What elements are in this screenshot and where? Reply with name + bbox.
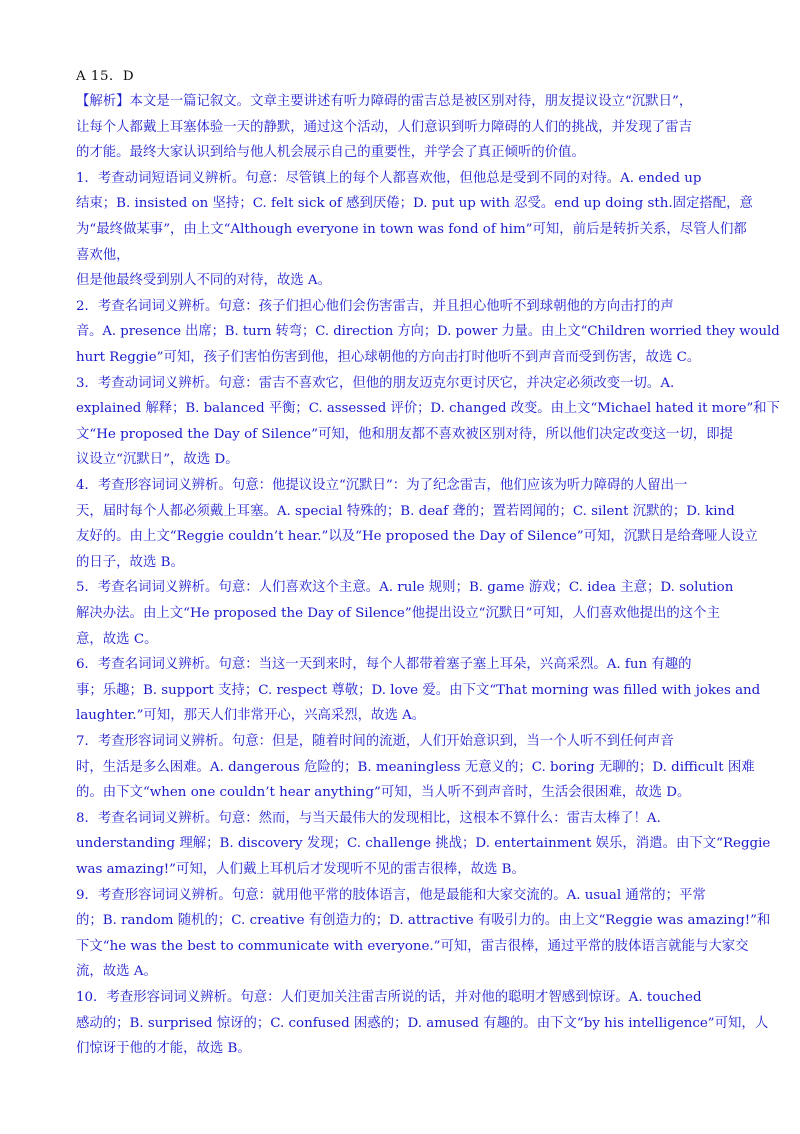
text-line: 但是他最终受到别人不同的对待，故选 A。: [76, 273, 331, 289]
text-line: 让每个人都戴上耳塞体验一天的静默，通过这个活动，人们意识到听力障碍的人们的挑战，并发现了雷吉: [76, 119, 692, 135]
text-line: 事；乐趣；B. support 支持；C. respect 尊敬；D. love 爱。由下文“That morning was filled with jokes and: [76, 682, 761, 698]
text-line: 的才能。最终大家认识到给与他人机会展示自己的重要性，并学会了真正倾听的价值。: [76, 145, 585, 161]
text-line: hurt Reggie”可知，孩子们害怕伤害到他，担心球朝他的方向击打时他听不到声音而受到伤害，故选 C。: [76, 350, 701, 365]
text-line: 6．考查名词词义辨析。句意：当这一天到来时，每个人都带着塞子塞上耳朵，兴高采烈。A. fun 有趣的: [76, 657, 692, 673]
text-line: 结束；B. insisted on 坚持；C. felt sick of 感到厌倦；D. put up with 忍受。end up doing sth.固定搭配，意: [76, 196, 753, 212]
answer-key-header: A 15．D: [76, 69, 135, 84]
text-line: 喜欢他，: [76, 247, 130, 263]
text-line: 9．考查形容词词义辨析。句意：就用他平常的肢体语言，他是最能和大家交流的。A. usual 通常的；平常: [76, 887, 706, 903]
text-line: 为“最终做某事”，由上文“Although everyone in town was fond of him”可知，前后是转折关系，尽管人们都: [76, 222, 747, 237]
text-line: 时，生活是多么困难。A. dangerous 危险的；B. meaningless 无意义的；C. boring 无聊的；D. difficult 困难: [76, 759, 755, 775]
text-line: 5．考查名词词义辨析。句意：人们喜欢这个主意。A. rule 规则；B. game 游戏；C. idea 主意；D. solution: [76, 580, 734, 596]
text-line: 的；B. random 随机的；C. creative 有创造力的；D. attractive 有吸引力的。由上文“Reggie was amazing!”和: [76, 913, 771, 929]
text-line: 下文“he was the best to communicate with everyone.”可知，雷吉很棒，通过平常的肢体语言就能与大家交: [76, 938, 749, 954]
text-line: 音。A. presence 出席；B. turn 转弯；C. direction 方向；D. power 力量。由上文“Children worried they would: [76, 324, 780, 340]
text-line: 7．考查形容词词义辨析。句意：但是，随着时间的流逝，人们开始意识到，当一个人听不到任何声音: [76, 734, 674, 749]
text-line: explained 解释；B. balanced 平衡；C. assessed 评价；D. changed 改变。由上文“Michael hated it more”和下: [76, 401, 780, 417]
text-line: understanding 理解；B. discovery 发现；C. challenge 挑战；D. entertainment 娱乐，消遣。由下文“Reggie: [76, 836, 771, 852]
text-line: 解决办法。由上文“He proposed the Day of Silence”他提出设立“沉默日”可知，人们喜欢他提出的这个主: [76, 606, 720, 621]
text-line: 流，故选 A。: [76, 964, 157, 980]
text-line: 2．考查名词词义辨析。句意：孩子们担心他们会伤害雷吉，并且担心他听不到球朝他的方向击打的声: [76, 298, 674, 314]
text-line: was amazing!”可知，人们戴上耳机后才发现听不见的雷吉很棒，故选 B。: [76, 862, 525, 877]
text-line: laughter.”可知，那天人们非常开心，兴高采烈，故选 A。: [76, 708, 426, 724]
text-line: 【解析】本文是一篇记叙文。文章主要讲述有听力障碍的雷吉总是被区别对待，朋友提议设立“沉默日”，: [76, 94, 693, 109]
text-line: 4．考查形容词词义辨析。句意：他提议设立“沉默日”：为了纪念雷吉，他们应该为听力障碍的人留出一: [76, 478, 688, 493]
text-line: 文“He proposed the Day of Silence”可知，他和朋友都不喜欢被区别对待，所以他们决定改变这一切，即提: [76, 426, 734, 442]
text-line: 议设立“沉默日”，故选 D。: [76, 452, 239, 468]
text-line: 意，故选 C。: [76, 631, 158, 647]
text-line: 们惊讶于他的才能，故选 B。: [76, 1041, 251, 1057]
text-line: 友好的。由上文“Reggie couldn’t hear.”以及“He proposed the Day of Silence”可知，沉默日是给聋哑人设立: [76, 529, 758, 545]
text-line: 的。由下文“when one couldn’t hear anything”可知，当人听不到声音时，生活会很困难，故选 D。: [76, 785, 691, 801]
text-line: 10．考查形容词词义辨析。句意：人们更加关注雷吉所说的话，并对他的聪明才智感到惊讶。A. touched: [76, 990, 702, 1005]
text-line: 1．考查动词短语词义辨析。句意：尽管镇上的每个人都喜欢他，但他总是受到不同的对待。A. ended up: [76, 170, 702, 186]
text-line: 天，届时每个人都必须戴上耳塞。A. special 特殊的；B. deaf 聋的；置若罔闻的；C. silent 沉默的；D. kind: [76, 503, 735, 519]
text-line: 的日子，故选 B。: [76, 554, 184, 570]
text-line: 8．考查名词词义辨析。句意：然而，与当天最伟大的发现相比，这根本不算什么：雷吉太棒了！A.: [76, 810, 661, 826]
text-line: 3．考查动词词义辨析。句意：雷吉不喜欢它，但他的朋友迈克尔更讨厌它，并决定必须改变一切。A.: [76, 375, 675, 391]
text-line: 感动的；B. surprised 惊讶的；C. confused 困惑的；D. amused 有趣的。由下文“by his intelligence”可知，人: [76, 1015, 769, 1031]
